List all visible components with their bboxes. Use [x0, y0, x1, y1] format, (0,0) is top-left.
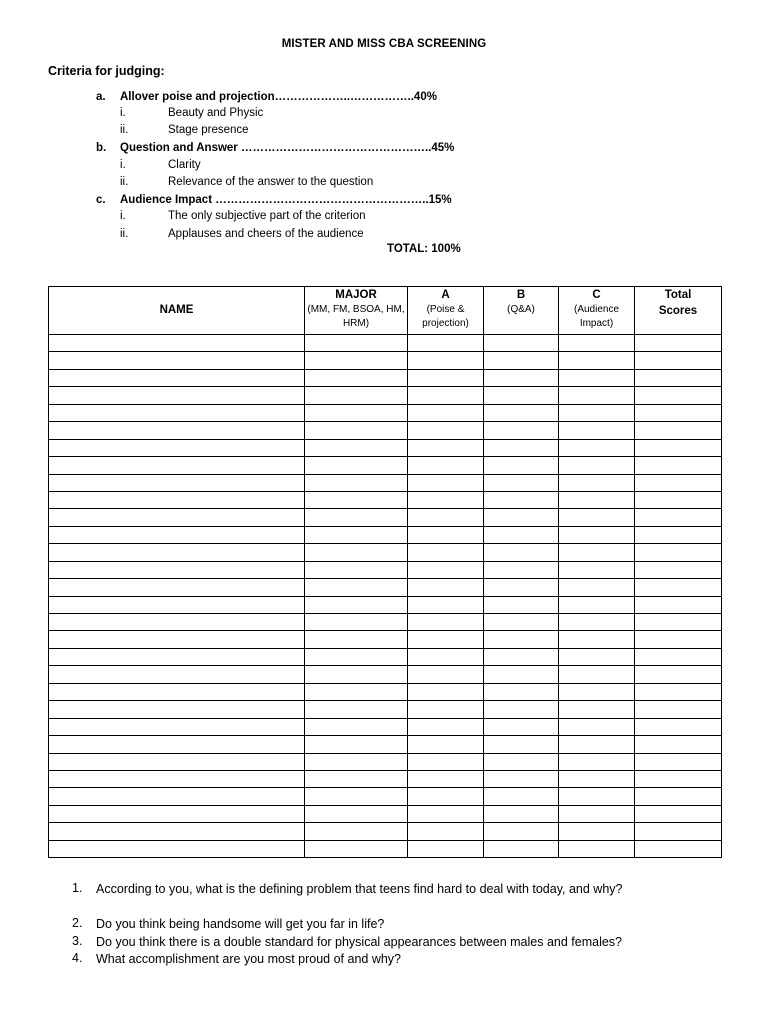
table-row [49, 701, 722, 718]
question-text: Do you think there is a double standard for physical appearances between males and females? [96, 934, 623, 949]
header-major-label: MAJOR [335, 289, 377, 301]
cell-major[interactable] [305, 422, 408, 439]
cell-major[interactable] [305, 544, 408, 561]
cell-major[interactable] [305, 474, 408, 491]
cell-c[interactable] [559, 805, 635, 822]
cell-name[interactable] [49, 422, 305, 439]
cell-b[interactable] [484, 369, 559, 386]
cell-b[interactable] [484, 457, 559, 474]
cell-b[interactable] [484, 788, 559, 805]
cell-c[interactable] [559, 666, 635, 683]
cell-name[interactable] [49, 474, 305, 491]
cell-major[interactable] [305, 805, 408, 822]
table-row [49, 457, 722, 474]
cell-c[interactable] [559, 701, 635, 718]
cell-a[interactable] [408, 701, 484, 718]
cell-b[interactable] [484, 840, 559, 857]
cell-c[interactable] [559, 788, 635, 805]
table-row [49, 526, 722, 543]
cell-a[interactable] [408, 352, 484, 369]
cell-a[interactable] [408, 770, 484, 787]
cell-total[interactable] [635, 701, 722, 718]
cell-c[interactable] [559, 352, 635, 369]
cell-c[interactable] [559, 840, 635, 857]
cell-major[interactable] [305, 840, 408, 857]
cell-total[interactable] [635, 335, 722, 352]
criterion-label: Audience Impact ………………………………………………..15% [120, 194, 452, 206]
cell-b[interactable] [484, 666, 559, 683]
cell-b[interactable] [484, 823, 559, 840]
table-row [49, 561, 722, 578]
table-row [49, 352, 722, 369]
cell-c[interactable] [559, 387, 635, 404]
cell-name[interactable] [49, 596, 305, 613]
cell-total[interactable] [635, 404, 722, 421]
cell-c[interactable] [559, 526, 635, 543]
header-total-sub: Scores [658, 305, 698, 317]
cell-name[interactable] [49, 683, 305, 700]
criterion-label: Question and Answer …………………………………………..45% [120, 142, 455, 154]
table-row [49, 544, 722, 561]
col-header-name [49, 287, 305, 335]
cell-c[interactable] [559, 736, 635, 753]
sub-text: Beauty and Physic [168, 107, 264, 119]
cell-b[interactable] [484, 736, 559, 753]
cell-name[interactable] [49, 457, 305, 474]
cell-total[interactable] [635, 614, 722, 631]
question-number: 3. [72, 933, 83, 948]
cell-name[interactable] [49, 770, 305, 787]
cell-major[interactable] [305, 614, 408, 631]
cell-a[interactable] [408, 509, 484, 526]
cell-a[interactable] [408, 526, 484, 543]
cell-c[interactable] [559, 561, 635, 578]
cell-name[interactable] [49, 335, 305, 352]
cell-name[interactable] [49, 526, 305, 543]
cell-name[interactable] [49, 544, 305, 561]
table-row [49, 596, 722, 613]
table-row [49, 439, 722, 456]
cell-a[interactable] [408, 614, 484, 631]
criterion-letter: c. [96, 194, 106, 206]
header-total-label: Total [664, 289, 692, 301]
criterion-label: Allover poise and projection………………..……………..40% [120, 91, 437, 103]
sub-number: ii. [120, 124, 129, 136]
cell-total[interactable] [635, 352, 722, 369]
cell-major[interactable] [305, 718, 408, 735]
cell-major[interactable] [305, 736, 408, 753]
table-row [49, 369, 722, 386]
cell-name[interactable] [49, 788, 305, 805]
total-percentage: TOTAL: 100% [387, 243, 461, 255]
cell-name[interactable] [49, 805, 305, 822]
score-table-body [49, 335, 722, 858]
header-a-sub: (Poise & projection) [422, 304, 469, 329]
cell-total[interactable] [635, 509, 722, 526]
cell-major[interactable] [305, 439, 408, 456]
cell-b[interactable] [484, 753, 559, 770]
col-header-major [305, 287, 408, 335]
cell-a[interactable] [408, 788, 484, 805]
cell-c[interactable] [559, 404, 635, 421]
cell-major[interactable] [305, 335, 408, 352]
cell-a[interactable] [408, 491, 484, 508]
cell-c[interactable] [559, 596, 635, 613]
question-number: 2. [72, 916, 83, 930]
cell-a[interactable] [408, 823, 484, 840]
cell-name[interactable] [49, 648, 305, 665]
cell-b[interactable] [484, 352, 559, 369]
cell-major[interactable] [305, 509, 408, 526]
cell-c[interactable] [559, 753, 635, 770]
cell-c[interactable] [559, 614, 635, 631]
cell-a[interactable] [408, 753, 484, 770]
cell-c[interactable] [559, 770, 635, 787]
cell-c[interactable] [559, 631, 635, 648]
cell-total[interactable] [635, 805, 722, 822]
col-header-b [484, 287, 559, 335]
cell-b[interactable] [484, 770, 559, 787]
question-text: What accomplishment are you most proud of and why? [96, 952, 402, 966]
cell-b[interactable] [484, 422, 559, 439]
cell-major[interactable] [305, 596, 408, 613]
cell-c[interactable] [559, 491, 635, 508]
table-row [49, 404, 722, 421]
cell-total[interactable] [635, 770, 722, 787]
sub-text: Stage presence [168, 124, 249, 136]
sub-text: The only subjective part of the criterion [168, 210, 366, 222]
cell-major[interactable] [305, 526, 408, 543]
table-row [49, 614, 722, 631]
cell-b[interactable] [484, 683, 559, 700]
cell-name[interactable] [49, 579, 305, 596]
sub-number: i. [120, 159, 126, 171]
question-text: According to you, what is the defining problem that teens find hard to deal with today, and why? [96, 882, 623, 896]
sub-number: ii. [120, 228, 129, 240]
criterion-letter: a. [96, 91, 106, 103]
cell-a[interactable] [408, 683, 484, 700]
sub-number: i. [120, 107, 126, 119]
cell-a[interactable] [408, 840, 484, 857]
sub-text: Applauses and cheers of the audience [168, 228, 364, 240]
cell-b[interactable] [484, 387, 559, 404]
cell-a[interactable] [408, 736, 484, 753]
question-number: 1. [72, 881, 83, 895]
cell-total[interactable] [635, 666, 722, 683]
cell-major[interactable] [305, 701, 408, 718]
cell-a[interactable] [408, 596, 484, 613]
header-a-label: A [441, 289, 450, 301]
cell-major[interactable] [305, 648, 408, 665]
cell-a[interactable] [408, 666, 484, 683]
table-row [49, 718, 722, 735]
table-row [49, 840, 722, 857]
cell-b[interactable] [484, 509, 559, 526]
cell-name[interactable] [49, 614, 305, 631]
cell-total[interactable] [635, 718, 722, 735]
cell-major[interactable] [305, 823, 408, 840]
cell-b[interactable] [484, 596, 559, 613]
cell-total[interactable] [635, 387, 722, 404]
cell-c[interactable] [559, 422, 635, 439]
cell-b[interactable] [484, 491, 559, 508]
cell-c[interactable] [559, 648, 635, 665]
cell-b[interactable] [484, 579, 559, 596]
cell-c[interactable] [559, 579, 635, 596]
table-row [49, 788, 722, 805]
cell-total[interactable] [635, 544, 722, 561]
cell-name[interactable] [49, 561, 305, 578]
cell-a[interactable] [408, 404, 484, 421]
cell-total[interactable] [635, 753, 722, 770]
cell-b[interactable] [484, 335, 559, 352]
header-b-label: B [516, 289, 526, 301]
col-header-total [635, 287, 722, 335]
col-header-c [559, 287, 635, 335]
cell-a[interactable] [408, 422, 484, 439]
cell-name[interactable] [49, 369, 305, 386]
cell-c[interactable] [559, 457, 635, 474]
cell-total[interactable] [635, 631, 722, 648]
cell-a[interactable] [408, 474, 484, 491]
header-c-sub: (Audience Impact) [573, 304, 620, 329]
criterion-letter: b. [96, 142, 107, 154]
cell-major[interactable] [305, 631, 408, 648]
table-row [49, 491, 722, 508]
cell-major[interactable] [305, 561, 408, 578]
table-row [49, 631, 722, 648]
cell-name[interactable] [49, 509, 305, 526]
table-row [49, 805, 722, 822]
cell-a[interactable] [408, 439, 484, 456]
cell-a[interactable] [408, 648, 484, 665]
cell-total[interactable] [635, 457, 722, 474]
cell-c[interactable] [559, 544, 635, 561]
question-number: 4. [72, 951, 83, 965]
cell-name[interactable] [49, 404, 305, 421]
sub-text: Relevance of the answer to the question [168, 176, 374, 188]
cell-total[interactable] [635, 491, 722, 508]
cell-major[interactable] [305, 770, 408, 787]
table-row [49, 579, 722, 596]
cell-total[interactable] [635, 422, 722, 439]
cell-a[interactable] [408, 718, 484, 735]
cell-total[interactable] [635, 648, 722, 665]
sub-number: ii. [120, 176, 129, 188]
cell-total[interactable] [635, 840, 722, 857]
cell-total[interactable] [635, 369, 722, 386]
cell-b[interactable] [484, 648, 559, 665]
table-row [49, 666, 722, 683]
cell-a[interactable] [408, 457, 484, 474]
cell-c[interactable] [559, 369, 635, 386]
cell-major[interactable] [305, 491, 408, 508]
col-header-a [408, 287, 484, 335]
cell-a[interactable] [408, 579, 484, 596]
header-b-sub: (Q&A) [507, 304, 535, 315]
cell-name[interactable] [49, 439, 305, 456]
table-row [49, 509, 722, 526]
cell-name[interactable] [49, 753, 305, 770]
cell-c[interactable] [559, 718, 635, 735]
cell-major[interactable] [305, 579, 408, 596]
cell-a[interactable] [408, 369, 484, 386]
cell-a[interactable] [408, 561, 484, 578]
cell-total[interactable] [635, 439, 722, 456]
cell-total[interactable] [635, 526, 722, 543]
cell-b[interactable] [484, 631, 559, 648]
cell-name[interactable] [49, 701, 305, 718]
table-header-row [49, 287, 722, 335]
cell-total[interactable] [635, 788, 722, 805]
cell-major[interactable] [305, 788, 408, 805]
table-row [49, 387, 722, 404]
header-name-label: NAME [159, 304, 194, 316]
cell-major[interactable] [305, 352, 408, 369]
cell-total[interactable] [635, 474, 722, 491]
header-c-label: C [592, 289, 601, 301]
table-row [49, 753, 722, 770]
cell-major[interactable] [305, 683, 408, 700]
cell-major[interactable] [305, 753, 408, 770]
cell-name[interactable] [49, 352, 305, 369]
cell-total[interactable] [635, 683, 722, 700]
table-row [49, 648, 722, 665]
cell-a[interactable] [408, 631, 484, 648]
table-row [49, 422, 722, 439]
table-row [49, 683, 722, 700]
question-text: Do you think being handsome will get you far in life? [96, 917, 385, 931]
cell-a[interactable] [408, 335, 484, 352]
cell-major[interactable] [305, 457, 408, 474]
cell-name[interactable] [49, 666, 305, 683]
cell-major[interactable] [305, 387, 408, 404]
cell-total[interactable] [635, 579, 722, 596]
cell-c[interactable] [559, 509, 635, 526]
cell-a[interactable] [408, 805, 484, 822]
document-title: MISTER AND MISS CBA SCREENING [281, 38, 487, 50]
cell-total[interactable] [635, 736, 722, 753]
cell-total[interactable] [635, 561, 722, 578]
cell-b[interactable] [484, 614, 559, 631]
cell-c[interactable] [559, 335, 635, 352]
cell-b[interactable] [484, 701, 559, 718]
table-row [49, 823, 722, 840]
cell-name[interactable] [49, 387, 305, 404]
cell-total[interactable] [635, 823, 722, 840]
table-row [49, 335, 722, 352]
cell-name[interactable] [49, 631, 305, 648]
sub-text: Clarity [168, 159, 201, 171]
cell-b[interactable] [484, 718, 559, 735]
cell-b[interactable] [484, 526, 559, 543]
cell-b[interactable] [484, 805, 559, 822]
cell-name[interactable] [49, 736, 305, 753]
cell-major[interactable] [305, 369, 408, 386]
cell-c[interactable] [559, 474, 635, 491]
cell-b[interactable] [484, 474, 559, 491]
cell-name[interactable] [49, 823, 305, 840]
cell-c[interactable] [559, 683, 635, 700]
table-row [49, 770, 722, 787]
criteria-heading: Criteria for judging: [48, 64, 165, 78]
header-major-sub: (MM, FM, BSOA, HM, HRM) [307, 304, 405, 329]
cell-b[interactable] [484, 404, 559, 421]
cell-total[interactable] [635, 596, 722, 613]
cell-c[interactable] [559, 823, 635, 840]
cell-major[interactable] [305, 404, 408, 421]
table-row [49, 474, 722, 491]
cell-c[interactable] [559, 439, 635, 456]
table-row [49, 736, 722, 753]
sub-number: i. [120, 210, 126, 222]
cell-b[interactable] [484, 561, 559, 578]
score-table [48, 286, 722, 858]
cell-name[interactable] [49, 718, 305, 735]
cell-a[interactable] [408, 544, 484, 561]
cell-a[interactable] [408, 387, 484, 404]
cell-b[interactable] [484, 544, 559, 561]
cell-major[interactable] [305, 666, 408, 683]
cell-name[interactable] [49, 840, 305, 857]
cell-name[interactable] [49, 491, 305, 508]
cell-b[interactable] [484, 439, 559, 456]
